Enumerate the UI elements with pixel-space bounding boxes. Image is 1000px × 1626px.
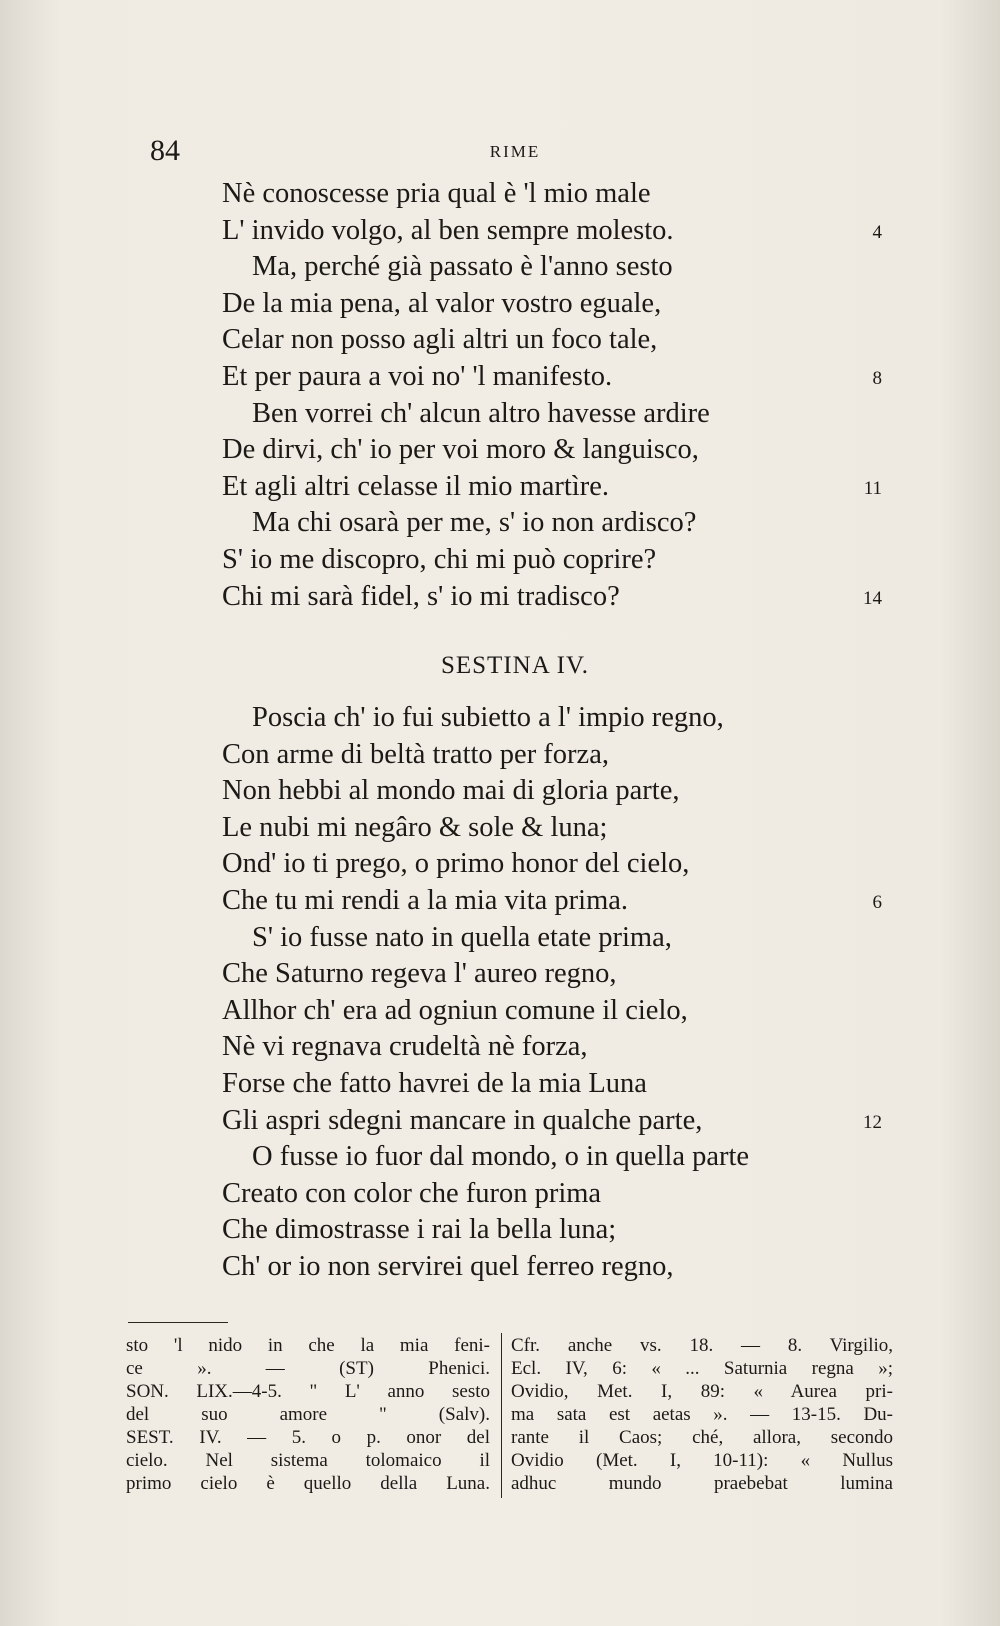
verse-line: Et agli altri celasse il mio martìre. 11 xyxy=(222,469,882,506)
section-title: SESTINA IV. xyxy=(440,652,590,679)
verse-line: Che dimostrasse i rai la bella luna; xyxy=(222,1214,617,1246)
footnote-line: del suo amore " (Salv). xyxy=(126,1404,490,1425)
line-number: 4 xyxy=(872,221,882,243)
verse-line: O fusse io fuor dal mondo, o in quella parte xyxy=(252,1141,750,1173)
line-number: 14 xyxy=(863,587,882,609)
line-number: 11 xyxy=(863,477,882,499)
line-number: 8 xyxy=(872,368,882,389)
verse-line: De dirvi, ch' io per voi moro & languisco, xyxy=(222,434,699,466)
verse-line: Nè vi regnava crudeltà nè forza, xyxy=(222,1031,588,1063)
verse-line: Ond' io ti prego, o primo honor del cielo, xyxy=(222,848,690,880)
footnote-line: Ovidio, Met. I, 89: « Aurea pri- xyxy=(511,1381,893,1402)
verse-line: Le nubi mi negâro & sole & luna; xyxy=(222,811,608,843)
verse-line: L' invido volgo, al ben sempre molesto. 4 xyxy=(222,213,882,250)
verse-line: Allhor ch' era ad ogniun comune il cielo, xyxy=(222,994,688,1026)
footnote-line: SON. LIX.—4-5. " L' anno sesto xyxy=(126,1381,490,1402)
verse-line: Che Saturno regeva l' aureo regno, xyxy=(222,958,617,990)
footnote-line: Cfr. anche vs. 18. — 8. Virgilio, xyxy=(511,1335,893,1356)
footnote-line: ma sata est aetas ». — 13-15. Du- xyxy=(511,1404,893,1425)
verse-line: Gli aspri sdegni mancare in qualche parte, 12 xyxy=(222,1103,882,1140)
verse-line: Poscia ch' io fui subietto a l' impio regno, xyxy=(252,702,724,733)
verse-line: Forse che fatto havrei de la mia Luna xyxy=(222,1068,647,1099)
footnote-column-rule xyxy=(501,1333,502,1498)
verse-line: Che tu mi rendi a la mia vita prima. 6 xyxy=(222,883,882,920)
verse-line: Creato con color che furon prima xyxy=(222,1177,602,1209)
footnote-line: primo cielo è quello della Luna. xyxy=(126,1473,490,1494)
verse-line: Celar non posso agli altri un foco tale, xyxy=(222,324,658,356)
verse-line: Et per paura a voi no' 'l manifesto. 8 xyxy=(222,359,882,396)
running-title: RIME xyxy=(489,142,541,161)
verse-line: Nè conoscesse pria qual è 'l mio male xyxy=(222,178,651,209)
verse-line: S' io me discopro, chi mi può coprire? xyxy=(222,544,657,575)
verse-line: Chi mi sarà fidel, s' io mi tradisco? 14 xyxy=(222,579,882,616)
footnote-line: cielo. Nel sistema tolomaico il xyxy=(126,1450,490,1471)
footnote-line: sto 'l nido in che la mia feni- xyxy=(126,1335,490,1356)
footnote-line: Ovidio (Met. I, 10-11): « Nullus xyxy=(511,1450,893,1471)
footnote-line: ce ». — (ST) Phenici. xyxy=(126,1358,490,1379)
verse-line: De la mia pena, al valor vostro eguale, xyxy=(222,287,662,319)
line-number: 6 xyxy=(872,892,882,913)
page-number: 84 xyxy=(150,134,180,167)
verse-line: Ma, perché già passato è l'anno sesto xyxy=(252,251,673,283)
page-header xyxy=(150,134,880,174)
verse-line: Ch' or io non servirei quel ferreo regno, xyxy=(222,1251,674,1282)
footnote-divider xyxy=(128,1322,228,1323)
footnote-line: Ecl. IV, 6: « ... Saturnia regna »; xyxy=(511,1358,893,1379)
footnote-line: adhuc mundo praebebat lumina xyxy=(511,1473,893,1494)
verse-line: Con arme di beltà tratto per forza, xyxy=(222,738,609,770)
line-number: 12 xyxy=(863,1111,882,1133)
verse-line: Ben vorrei ch' alcun altro havesse ardire xyxy=(252,397,710,429)
verse-line: S' io fusse nato in quella etate prima, xyxy=(252,921,672,953)
footnote-line: SEST. IV. — 5. o p. onor del xyxy=(126,1427,490,1448)
verse-line: Ma chi osarà per me, s' io non ardisco? xyxy=(252,507,697,539)
footnote-line: rante il Caos; ché, allora, secondo xyxy=(511,1427,893,1448)
verse-line: Non hebbi al mondo mai di gloria parte, xyxy=(222,775,680,807)
